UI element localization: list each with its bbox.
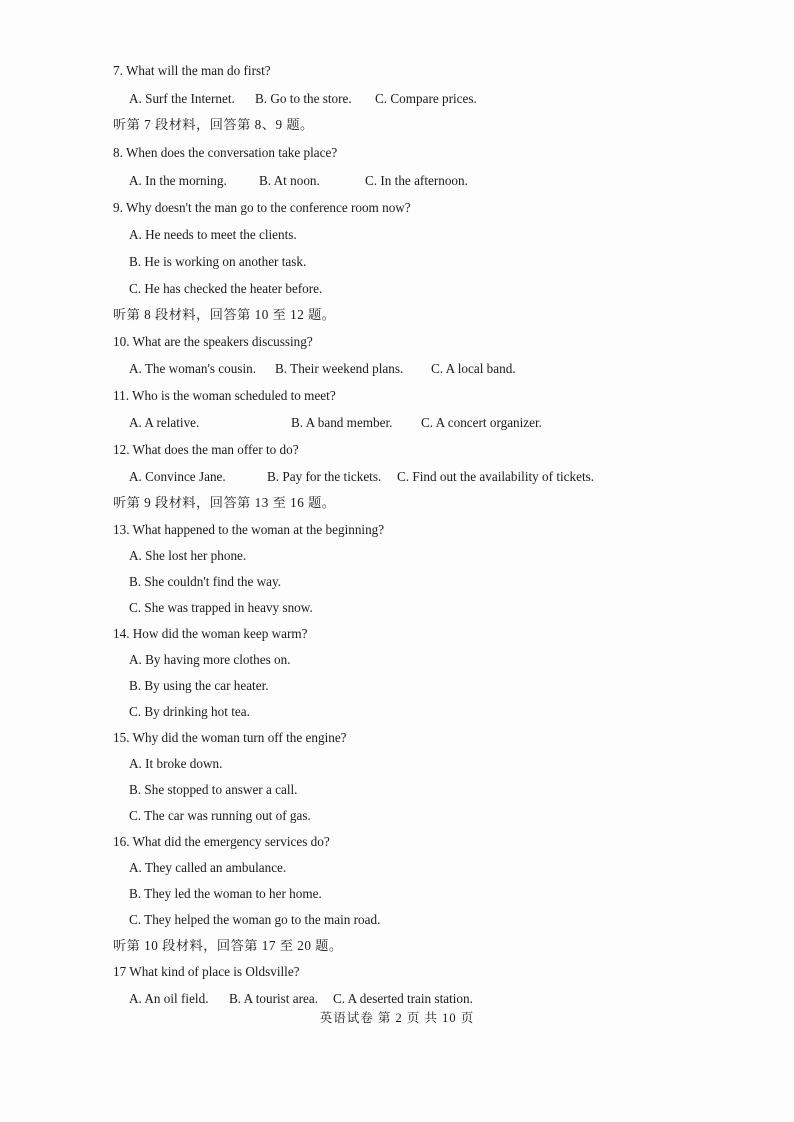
q11-option-b: B. A band member. — [291, 415, 393, 430]
page-footer: 英语试卷 第 2 页 共 10 页 — [319, 1011, 475, 1025]
q15-option-c: C. The car was running out of gas. — [129, 808, 311, 823]
question-9-stem: 9. Why doesn't the man go to the conference room now? — [113, 200, 411, 215]
q11-option-c: C. A concert organizer. — [421, 415, 542, 430]
q13-option-c: C. She was trapped in heavy snow. — [129, 600, 313, 615]
q14-option-b: B. By using the car heater. — [129, 678, 269, 693]
question-10-options — [113, 360, 753, 378]
q16-option-b: B. They led the woman to her home. — [129, 886, 322, 901]
q14-option-c: C. By drinking hot tea. — [129, 704, 250, 719]
question-8-options — [113, 172, 753, 190]
q8-option-c: C. In the afternoon. — [365, 173, 468, 188]
question-12-options — [113, 468, 753, 486]
q7-option-b: B. Go to the store. — [255, 91, 352, 106]
q13-option-b: B. She couldn't find the way. — [129, 574, 282, 589]
q12-option-b: B. Pay for the tickets. — [267, 469, 382, 484]
q10-option-a: A. The woman's cousin. — [129, 361, 257, 376]
q10-option-b: B. Their weekend plans. — [275, 361, 404, 376]
q16-option-c: C. They helped the woman go to the main road. — [129, 912, 381, 927]
question-11-stem: 11. Who is the woman scheduled to meet? — [113, 388, 336, 403]
q9-option-b: B. He is working on another task. — [129, 254, 307, 269]
q9-option-c: C. He has checked the heater before. — [129, 281, 323, 296]
question-12-stem: 12. What does the man offer to do? — [113, 442, 299, 457]
question-17-options — [113, 990, 753, 1008]
question-16-stem: 16. What did the emergency services do? — [113, 834, 330, 849]
question-7-stem: 7. What will the man do first? — [113, 63, 271, 78]
q11-option-a: A. A relative. — [129, 415, 200, 430]
question-7-options — [113, 90, 753, 108]
exam-content — [113, 62, 753, 1008]
q14-option-a: A. By having more clothes on. — [129, 652, 291, 667]
q8-option-b: B. At noon. — [259, 173, 320, 188]
question-14-stem: 14. How did the woman keep warm? — [113, 626, 308, 641]
q15-option-a: A. It broke down. — [129, 756, 223, 771]
q17-option-b: B. A tourist area. — [229, 991, 319, 1006]
q12-option-c: C. Find out the availability of tickets. — [397, 469, 595, 484]
question-10-stem: 10. What are the speakers discussing? — [113, 334, 313, 349]
q7-option-c: C. Compare prices. — [375, 91, 477, 106]
question-17-stem: 17 What kind of place is Oldsville? — [113, 964, 300, 979]
q17-option-c: C. A deserted train station. — [333, 991, 473, 1006]
q15-option-b: B. She stopped to answer a call. — [129, 782, 298, 797]
q17-option-a: A. An oil field. — [129, 991, 209, 1006]
q12-option-a: A. Convince Jane. — [129, 469, 226, 484]
question-11-options — [113, 414, 753, 432]
section-8-instruction: 听第 8 段材料，回答第 10 至 12 题。 — [113, 307, 336, 322]
q8-option-a: A. In the morning. — [129, 173, 227, 188]
section-10-instruction: 听第 10 段材料，回答第 17 至 20 题。 — [113, 938, 343, 953]
q9-option-a: A. He needs to meet the clients. — [129, 227, 297, 242]
q16-option-a: A. They called an ambulance. — [129, 860, 287, 875]
question-13-stem: 13. What happened to the woman at the beginning? — [113, 522, 385, 537]
question-8-stem: 8. When does the conversation take place? — [113, 145, 338, 160]
section-9-instruction: 听第 9 段材料，回答第 13 至 16 题。 — [113, 495, 336, 510]
question-15-stem: 15. Why did the woman turn off the engine? — [113, 730, 347, 745]
q10-option-c: C. A local band. — [431, 361, 516, 376]
q7-option-a: A. Surf the Internet. — [129, 91, 235, 106]
section-7-instruction: 听第 7 段材料，回答第 8、9 题。 — [113, 117, 314, 132]
q13-option-a: A. She lost her phone. — [129, 548, 247, 563]
